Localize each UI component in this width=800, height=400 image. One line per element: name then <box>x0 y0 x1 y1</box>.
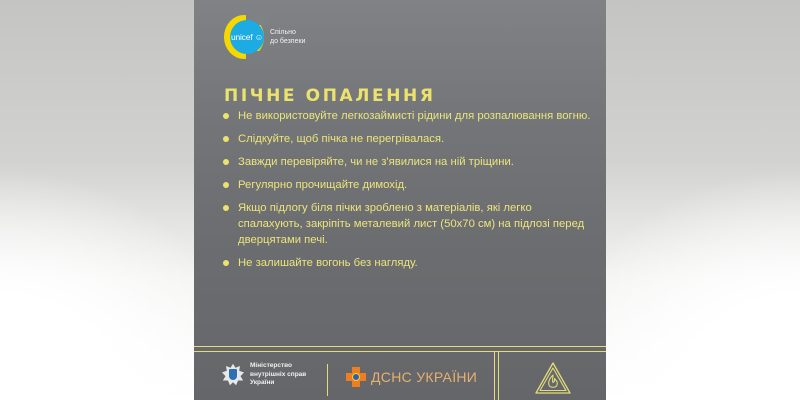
tagline-line-2: до безпеки <box>270 38 306 45</box>
list-item: Якщо підлогу біля пічки зроблено з матеріалів, які легко спалахують, закріпіть металевий лист (50х70 см) на підлозі перед дверцятами печі. <box>222 200 592 248</box>
footer-frame-line-right <box>498 351 499 400</box>
mvs-line-2: внутрішніх справ <box>250 370 307 378</box>
unicef-header <box>224 15 305 59</box>
unicef-logo-text: unicef ☺ <box>230 20 264 54</box>
tagline-line-1: Спільно <box>270 29 296 36</box>
unicef-logo-icon <box>224 15 266 59</box>
dsns-cross-icon <box>346 367 366 387</box>
tagline <box>270 28 305 46</box>
list-item: Регулярно прочищайте димохід. <box>222 177 592 193</box>
footer-separator <box>327 364 328 396</box>
footer-divider-top <box>194 346 606 347</box>
safety-poster-card <box>194 0 606 400</box>
list-item: Слідкуйте, щоб пічка не перегрівалася. <box>222 131 592 147</box>
footer-frame-line-left <box>494 351 495 400</box>
dsns-label: ДСНС УКРАЇНИ <box>371 369 478 385</box>
mvs-line-3: України <box>250 379 275 386</box>
dsns-logo <box>346 367 477 387</box>
mvs-line-1: Міністерство <box>250 362 293 369</box>
footer-divider-bottom <box>194 351 606 352</box>
list-item: Завжди перевіряйте, чи не з'явилися на ній тріщини. <box>222 154 592 170</box>
list-item: Не використовуйте легкозаймисті рідини для розпалювання вогню. <box>222 108 592 124</box>
safety-tips-list <box>222 108 592 278</box>
page-title: ПІЧНЕ ОПАЛЕННЯ <box>224 86 436 106</box>
mvs-emblem-icon <box>222 364 244 386</box>
mvs-logo <box>222 362 306 388</box>
list-item: Не залишайте вогонь без нагляду. <box>222 255 592 271</box>
fire-warning-icon <box>534 361 572 395</box>
